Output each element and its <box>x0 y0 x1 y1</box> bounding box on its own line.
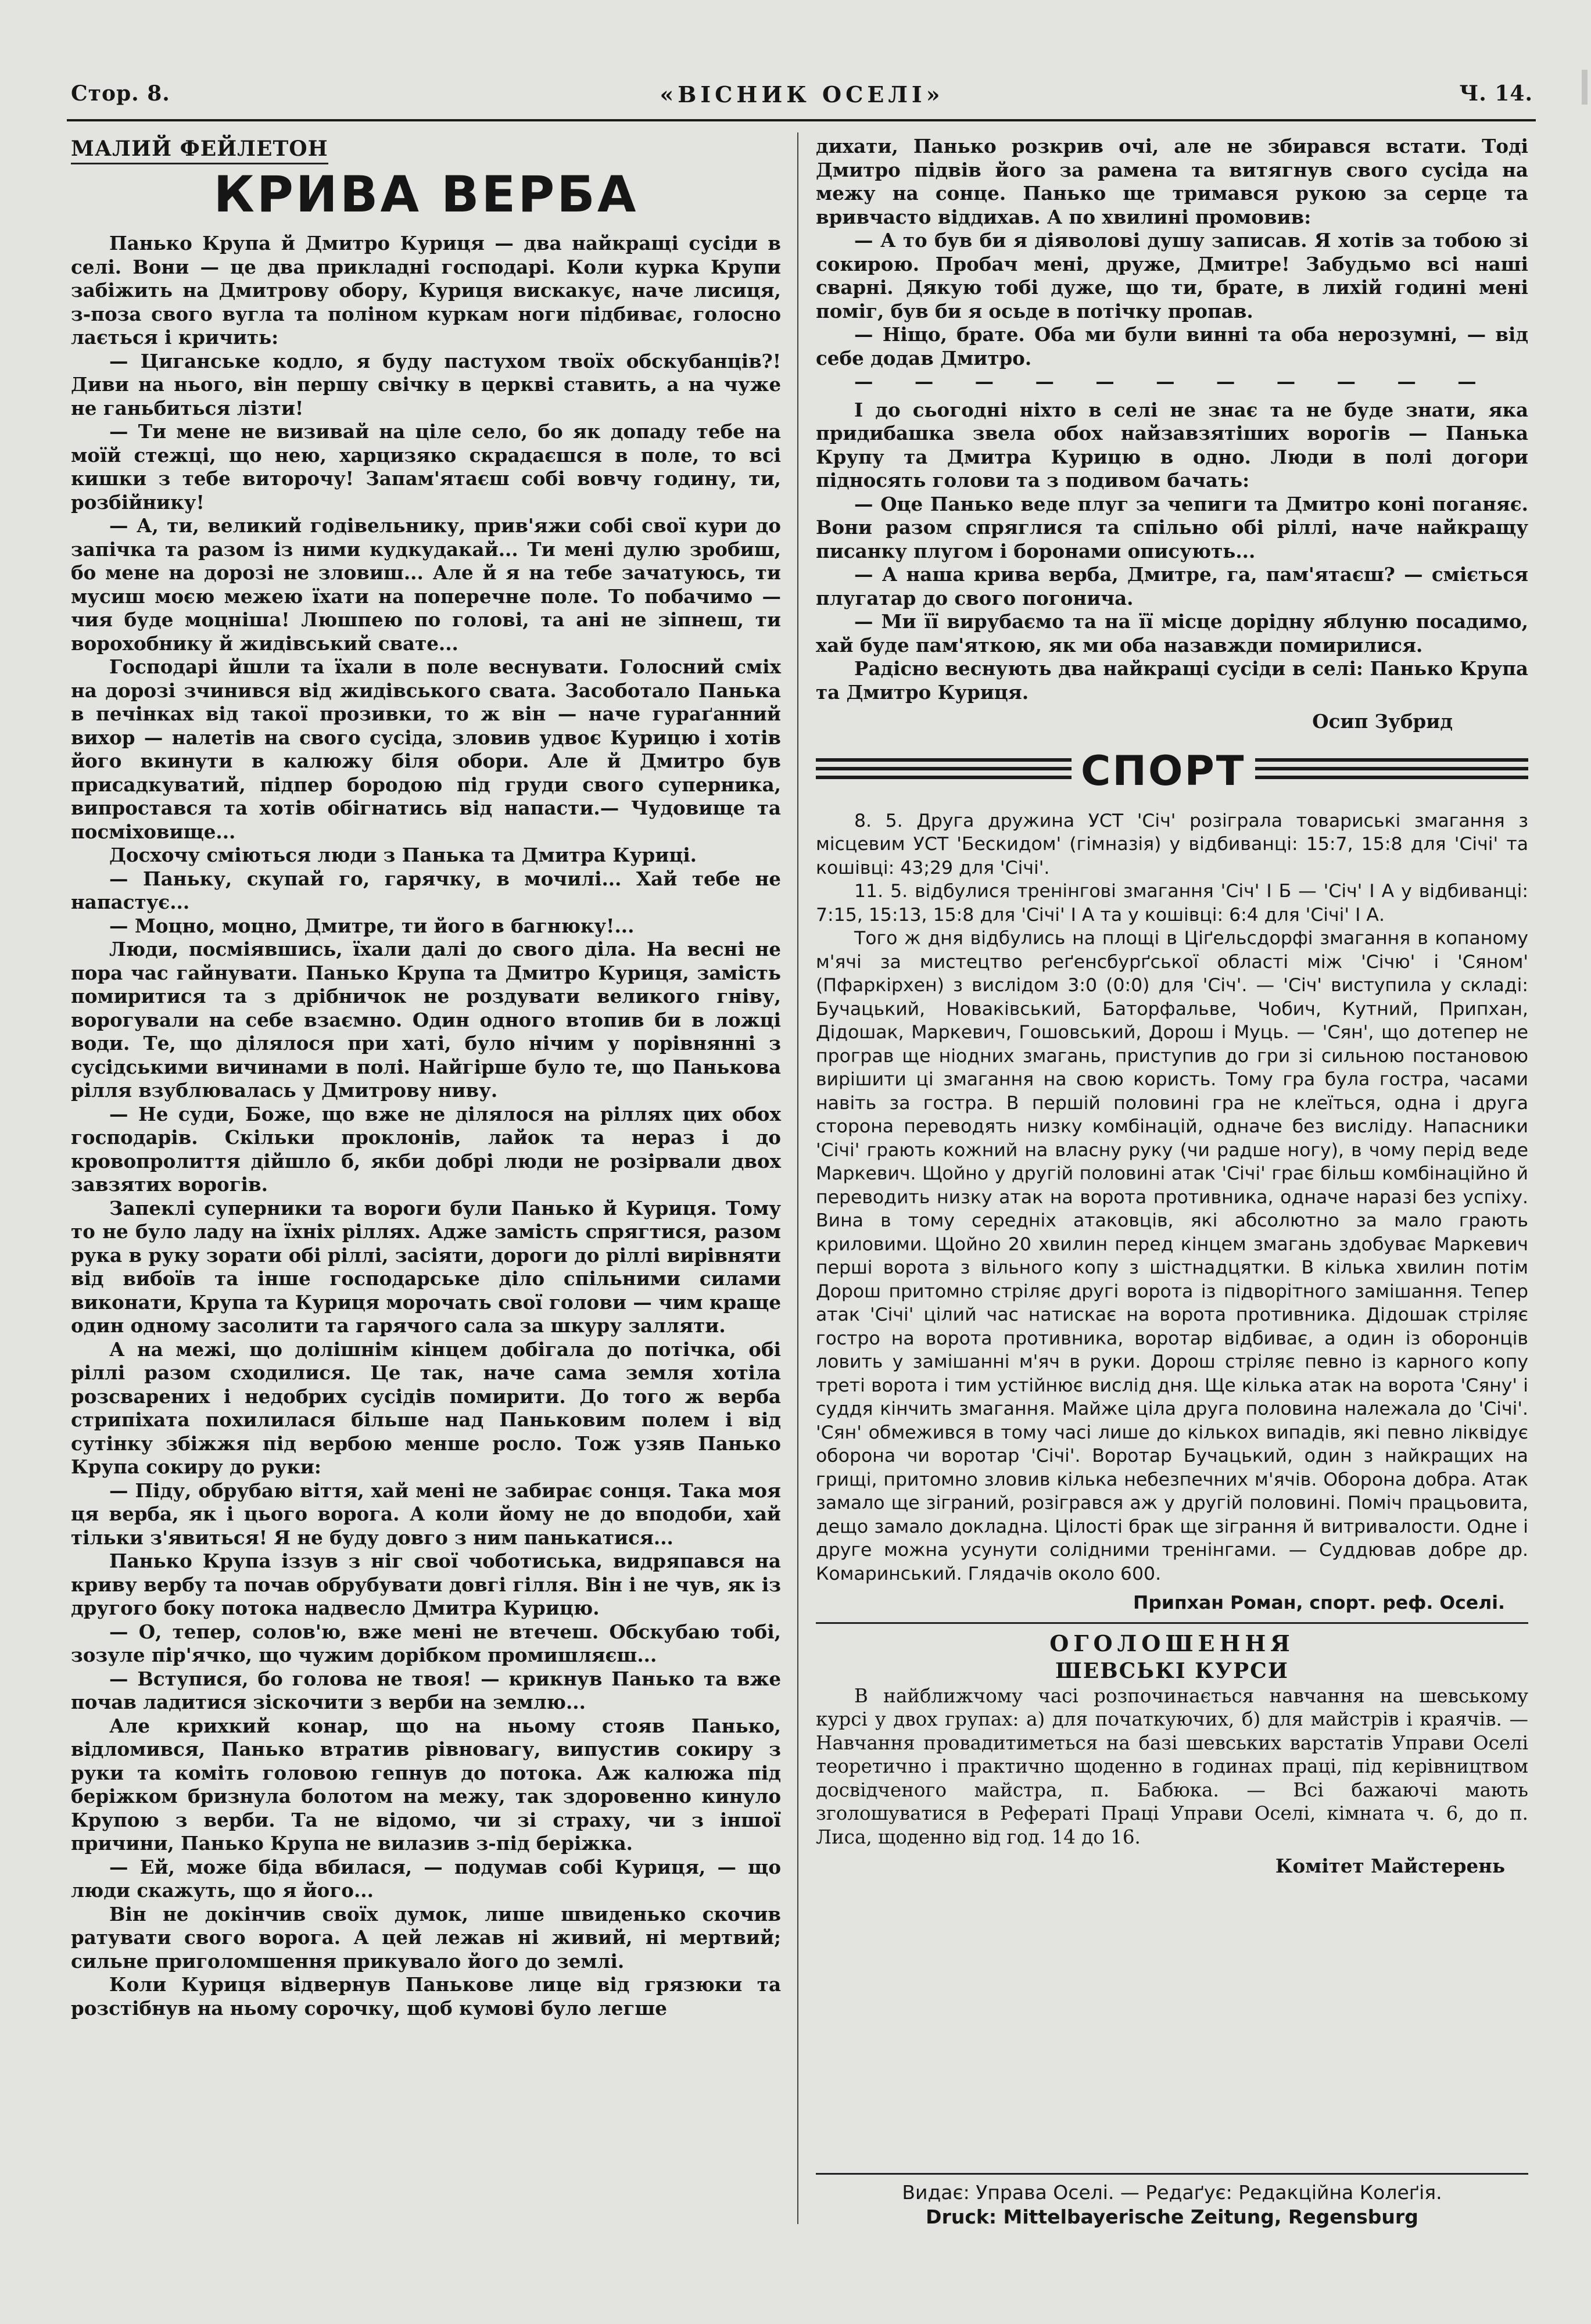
right-column <box>816 135 1528 1878</box>
column-divider <box>797 132 798 2224</box>
article-paragraph: — Вступися, бо голова не твоя! — крикнув Панько та вже почав ладитися зіскочити з верби на землю... <box>71 1667 781 1713</box>
banner-lines-right <box>1255 758 1528 788</box>
article-paragraph: — Не суди, Боже, що вже не ділялося на ріллях цих обох господарів. Скільки проклонів, лайок та нераз і до кровопролиття дійшло б, якби добрі люди не розірвали двох завзятих ворогів. <box>71 1102 781 1196</box>
sport-body <box>816 809 1528 1615</box>
header-rule <box>67 119 1536 121</box>
section-break: — — — — — — — — — — — <box>854 370 1494 393</box>
article-paragraph: Запеклі суперники та вороги були Панько й Куриця. Тому то не було ладу на їхніх ріллях. Адже замість спрягтися, разом рука в руку зорати обі ріллі, засіяти, дороги до ріллі вирівняти від вибоїв та інше господарське діло спільними силами виконати, Крупа та Куриця морочать свої голови — чим краще один одному засолити та гарячого сала за шкуру залляти. <box>71 1196 781 1337</box>
imprint <box>816 2173 1528 2229</box>
article-paragraph: Але крихкий конар, що на ньому стояв Панько, відломився, Панько втратив рівновагу, випустив сокиру з руки та коміть головою гепнув до потока. Аж калюжа під беріжком бризнула болотом на межу, так здоровенно кинуло Крупою з верби. Та не відомо, чи зі страху, чи з іншої причини, Панько Крупа не вилазив з-під беріжка. <box>71 1714 781 1855</box>
sport-signature: Припхан Роман, спорт. реф. Оселі. <box>1133 1593 1505 1613</box>
imprint-printer: Druck: Mittelbayerische Zeitung, Regensburg <box>926 2205 1418 2228</box>
sport-banner <box>816 747 1528 799</box>
imprint-publisher: Видає: Управа Оселі. — Редаґує: Редакційна Колеґія. <box>902 2181 1442 2204</box>
article-paragraph: Коли Куриця відвернув Паньковe лице від грязюки та розстібнув на ньому сорочку, щоб кумові було легше <box>71 1973 781 2020</box>
banner-lines-left <box>816 758 1072 788</box>
running-header <box>71 81 1533 116</box>
article-paragraph: — А то був би я діяволові душу записав. Я хотів за тобою зі сокирою. Пробач мені, друже, Дмитре! Забудьмо всі наші сварні. Дякую тобі дуже, що ти, брате, в лихій годині мені поміг, був би я осьде в потічку пропав. <box>816 229 1528 322</box>
article-paragraph: — Паньку, скупай го, гарячку, в мочилі... Хай тебе не напастує... <box>71 867 781 913</box>
article-paragraph: — Моцно, моцно, Дмитре, ти його в багнюку!... <box>109 914 635 937</box>
article-paragraph: — Ми її вирубаємо та на її місце дорідну яблуню посадимо, хай буде пам'яткою, як ми оба назавжди помирилися. <box>816 610 1528 657</box>
article-paragraph: Радісно веснують два найкращі сусіди в селі: Панько Крупа та Дмитро Куриця. <box>816 657 1528 704</box>
notice-title: ОГОЛОШЕННЯ <box>1049 1630 1295 1656</box>
article-paragraph: Панько Крупа іззув з ніг свої чоботиська, видряпався на криву вербу та почав обрубувати довгі гілля. Він і не чув, як із другого боку потока надвесло Дмитра Курицю. <box>71 1550 781 1619</box>
article-paragraph: — Оце Панько веде плуг за чепиги та Дмитро коні поганяє. Вони разом спряглися та спільно обі ріллі, наче найкращу писанку плугом і боронами описують... <box>816 492 1528 562</box>
article-paragraph: — А наша крива верба, Дмитре, га, пам'ятаєш? — сміється плугатар до свого погонича. <box>816 563 1528 609</box>
article-paragraph: Господарі йшли та їхали в поле веснувати. Голосний сміх на дорозі зчинився від жидівського свата. Засоботало Панька в печінках від такої прозивки, то ж він — наче гураґанний вихор — налетів на свого сусіда, зловив удвоє Курицю і хотів його вкинути в калюжу біля обори. Але й Дмитро був присадкуватий, підпер бородою під груди свого суперника, випростався та хотів обігнатись від напасти.— Чудовище та посміховище... <box>71 655 781 843</box>
feuilleton-kicker: МАЛИЙ ФЕЙЛЕТОН <box>71 135 328 164</box>
sport-title: СПОРТ <box>1081 747 1246 795</box>
article-paragraph: — Піду, обрубаю віття, хай мені не забирає сонця. Така моя ця верба, як і цього ворога. А коли йому не до вподоби, хай тільки з'явиться! Я не буду довго з ним панькатися... <box>71 1479 781 1549</box>
masthead: «ВІСНИК ОСЕЛІ» <box>660 81 944 107</box>
article-paragraph: — Ей, може біда вбилася, — подумав собі Куриця, — що люди скажуть, що я його... <box>71 1855 781 1902</box>
article-paragraph: Він не докінчив своїх думок, лише швиденько скочив ратувати свого ворога. А цей лежав ні живий, ні мертвий; сильне приголомшення прикувало його до землі. <box>71 1902 781 1972</box>
notice-paragraph: В найближчому часі розпочинається навчання на шевському курсі у двох групах: а) для початкуючих, б) для майстрів і краячів. — Навчання провадитиметься на базі шевських варстатів Управи Оселі теоретично і практично щоденно в годинах праці, під керівництвом досвідченого майстра, п. Бабюка. — Всі бажаючі мають зголошуватися в Рефераті Праці Управи Оселі, кімната ч. 6, до п. Лиса, щоденно від год. 14 до 16. <box>816 1684 1528 1848</box>
notice-signature: Комітет Майстерень <box>1275 1855 1505 1877</box>
feuilleton-title: КРИВА ВЕРБА <box>213 166 639 224</box>
article-paragraph: А на межі, що долішнім кінцем добігала до потічка, обі ріллі разом сходилися. Це так, наче сама земля хотіла розсварених і недобрих сусідів помирити. До того ж верба стрипіхата похилилася більше над Паньковим полем і від сутінку збіжжя під вербою менше росло. Тож узяв Панько Крупа сокиру до руки: <box>71 1337 781 1478</box>
article-paragraph: — А, ти, великий годівельнику, прив'яжи собі свої кури до запічка та разом із ними кудкудакай... Ти мені дулю зробиш, бо мене на дорозі не зловиш... Але й я на тебе зачатуюсь, ти мусиш моєю межею їхати на поперечне поле. То побачимо — чия буде моцніша! Люшпею по голові, та ані не зіпнеш, ти ворохобнику й жидівський свате... <box>71 514 781 655</box>
article-paragraph: Люди, посміявшись, їхали далі до свого діла. На весні не пора час гайнувати. Панько Крупа та Дмитро Куриця, замість помиритися та з дрібничок не роздувати великого гніву, ворогували на себе взаємно. Один одного втопив би в ложці води. Те, що ділялося при хаті, було нічим у порівнянні з сусідськими вичинами в полі. Найгірше було те, що Паньковa рілля взублювалась у Дмитрову ниву. <box>71 938 781 1102</box>
article-paragraph: — Ти мене не визивай на ціле село, бо як допаду тебе на моїй стежці, що нею, харцизяко скрадаєшся в поле, то всі кишки з тебе виторочу! Запам'ятаєш собі вовчу годину, ти, розбійнику! <box>71 420 781 514</box>
article-paragraph: Досхочу сміються люди з Панька та Дмитра Куриці. <box>109 844 697 866</box>
scan-mark <box>1582 70 1588 105</box>
feuilleton-author: Осип Зубрид <box>1312 710 1453 733</box>
article-paragraph: І до сьогодні ніхто в селі не знає та не буде знати, яка придибашка звела обох найзавзятіших ворогів — Панька Крупу та Дмитра Курицю в одно. Люди в полі догори підносять голови та з подивом бачать: <box>816 398 1528 492</box>
sport-paragraph: 11. 5. відбулися тренінгові змагання 'Січ' І Б — 'Січ' І А у відбиванці: 7:15, 15:13, 15:8 для 'Січі' І А та у кошівці: 6:4 для 'Січі' І А. <box>816 881 1528 926</box>
article-paragraph: — О, тепер, солов'ю, вже мені не втечеш. Обскубаю тобі, зозуле пір'ячко, що чужим дорібком промишляєш... <box>71 1620 781 1666</box>
page-number: Стор. 8. <box>71 81 170 106</box>
notice-body <box>816 1684 1528 1878</box>
article-paragraph: — Циганське кодло, я буду пастухом твоїх обскубанців?! Диви на нього, він першу свічку в церкві ставить, а на чуже не ганьбиться лізти! <box>71 349 781 419</box>
article-paragraph-continued: дихати, Панько розкрив очі, але не збирався встати. Тоді Дмитро підвів його за рамена та витягнув свого сусіда на межу на сонце. Панько ще тримався рукою за серце та вривчасто віддихав. А по хвилині промовив: <box>816 135 1528 228</box>
sport-paragraph: 8. 5. Друга дружина УСТ 'Січ' розіграла товариські змагання з місцевим УСТ 'Бескидом' (гімназія) у відбиванці: 15:7, 15:8 для 'Січі' та кошівці: 43;29 для 'Січі'. <box>816 810 1528 878</box>
left-column <box>71 135 781 2020</box>
feuilleton-body <box>71 232 781 2020</box>
notice-subtitle: ШЕВСЬКІ КУРСИ <box>1055 1658 1289 1683</box>
sport-paragraph: Того ж дня відбулись на площі в Ціґельсдорфі змагання в копаному м'ячі за мистецтво реґенсбурґської області між 'Січю' і 'Сяном' (Пфаркірхен) з вислідом 3:0 (0:0) для 'Січ'. — 'Січ' виступила у складі: Бучацький, Новаківський, Баторфальве, Чобич, Кутний, Припхан, Дідошак, Маркевич, Гошовський, Дорош і Муць. — 'Сян', що дотепер не програв ще ніодних змагань, приступив до гри зі сильною постановою вирішити ці змагання на свою користь. Тому гра була гостра, часами навіть за гостра. В першій половині гра не клеїться, одна і друга сторона переводять низку комбінацій, одначе без висліду. Напасники 'Січі' грають кожний на власну руку (чи радше ногу), в чому перід веде Маркевич. Щойно у другій половині атак 'Січі' грає більш комбінаційно й переводить низку атак на ворота противника, одначе наразі без успіху. Вина в тому середніх атаковців, які абсолютно за мало грають криловими. Щойно 20 хвилин перед кінцем змагань здобуває Маркевич перші ворота з вільного копу з шістнадцятки. В кілька хвилин потім Дорош притомно стріляє другі ворота із підворітного замішання. Тепер атак 'Січі' цілий час натискає на ворота противника. Дідошак стріляє гостро на ворота противника, воротар відбиває, а один із оборонців ловить у замішанні м'яч в руки. Дорош стріляє певно із карного копу треті ворота і тим устійнює вислід дня. Ще кілька атак на ворота 'Сяну' і суддя кінчить змагання. Майже ціла друга половина належала до 'Січі'. 'Сян' обмежився в тому часі лише до кількох випадів, які певно ліквідує оборона чи воротар 'Січі'. Воротар Бучацький, один з найкращих на грищі, притомно зловив кілька небезпечних м'ячів. Оборона добра. Атак замало ще зіграний, розігрався аж у другій половині. Поміч працьовита, дещо замало докладна. Цілості брак ще зіграння й витривалости. Одне і друге можна усунути солідними тренінгами. — Суддював добре др. Комаринський. Глядачів около 600. <box>816 928 1528 1584</box>
issue-number: Ч. 14. <box>1459 81 1533 106</box>
article-paragraph: Панько Крупа й Дмитро Куриця — два найкращі сусіди в селі. Вони — це два прикладні господарі. Коли курка Крупи забіжить на Дмитрову обору, Куриця вискакує, наче лисиця, з-поза свого вугла та поліном куркам ноги підбиває, голосно лається і кричить: <box>71 232 781 349</box>
notice-rule <box>816 1622 1528 1624</box>
article-paragraph: — Ніщо, брате. Оба ми були винні та оба нерозумні, — від себе додав Дмитро. <box>816 323 1528 370</box>
